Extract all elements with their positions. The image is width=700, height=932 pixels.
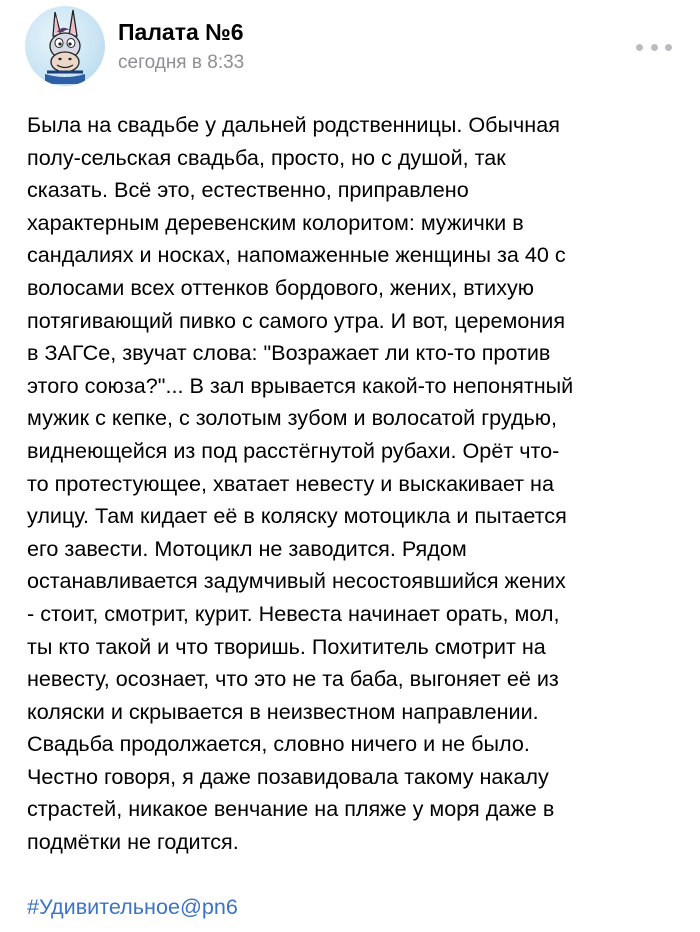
post-line: потягивающий пивко с самого утра. И вот, церемония bbox=[27, 307, 566, 333]
post-line: в ЗАГСе, звучат слова: "Возражает ли кто-то против bbox=[27, 340, 551, 366]
dot bbox=[651, 44, 658, 51]
post-body bbox=[27, 109, 677, 859]
post-line: этого союза?"... В зал врывается какой-то непонятный bbox=[27, 372, 574, 398]
post-line: останавливается задумчивый несостоявшийся жених bbox=[27, 568, 566, 594]
post-line: невесту, осознает, что это не та баба, выгоняет её из bbox=[27, 666, 559, 692]
post-line: страстей, никакое венчание на пляже у моря даже в bbox=[27, 796, 555, 822]
post-line: то протестующее, хватает невесту и выскакивает на bbox=[27, 470, 554, 496]
post-line: сказать. Всё это, естественно, приправлено bbox=[27, 177, 469, 203]
post-line: его завести. Мотоцикл не заводится. Рядом bbox=[27, 535, 467, 561]
post-line: характерным деревенским колоритом: мужички в bbox=[27, 209, 524, 235]
post-line: улицу. Там кидает её в коляску мотоцикла и пытается bbox=[27, 503, 567, 529]
post-line: коляски и скрывается в неизвестном направлении. bbox=[27, 698, 539, 724]
post-line: Была на свадьбе у дальней родственницы. Обычная bbox=[27, 112, 560, 137]
post-line: - стоит, смотрит, курит. Невеста начинает орать, мол, bbox=[27, 600, 560, 626]
group-name[interactable]: Палата №6 bbox=[118, 19, 244, 45]
post-line: виднеющейся из под расстёгнутой рубахи. Орёт что- bbox=[27, 437, 560, 463]
post-line: подмётки не годится. bbox=[27, 829, 239, 855]
post-line: волосами всех оттенков бордового, жених, втихую bbox=[27, 274, 534, 300]
post-line: сандалиях и носках, напомаженные женщины за 40 с bbox=[27, 242, 566, 268]
more-horizontal-icon[interactable] bbox=[636, 38, 672, 56]
donkey-avatar-icon[interactable] bbox=[25, 6, 105, 86]
post-line: мужик с кепке, с золотым зубом и волосатой грудью, bbox=[27, 405, 558, 431]
hashtag-link[interactable]: #Удивительное@pn6 bbox=[27, 894, 238, 919]
post-line: Честно говоря, я даже позавидовала такому накалу bbox=[27, 763, 549, 789]
post-line: ты кто такой и что творишь. Похититель смотрит на bbox=[27, 633, 546, 659]
post-line: полу-сельская свадьба, просто, но с душой, так bbox=[27, 144, 506, 170]
post-time[interactable]: сегодня в 8:33 bbox=[118, 52, 245, 73]
dot bbox=[636, 44, 643, 51]
post-line: Свадьба продолжается, словно ничего и не было. bbox=[27, 731, 530, 757]
dot bbox=[665, 44, 672, 51]
post-header bbox=[0, 0, 700, 100]
